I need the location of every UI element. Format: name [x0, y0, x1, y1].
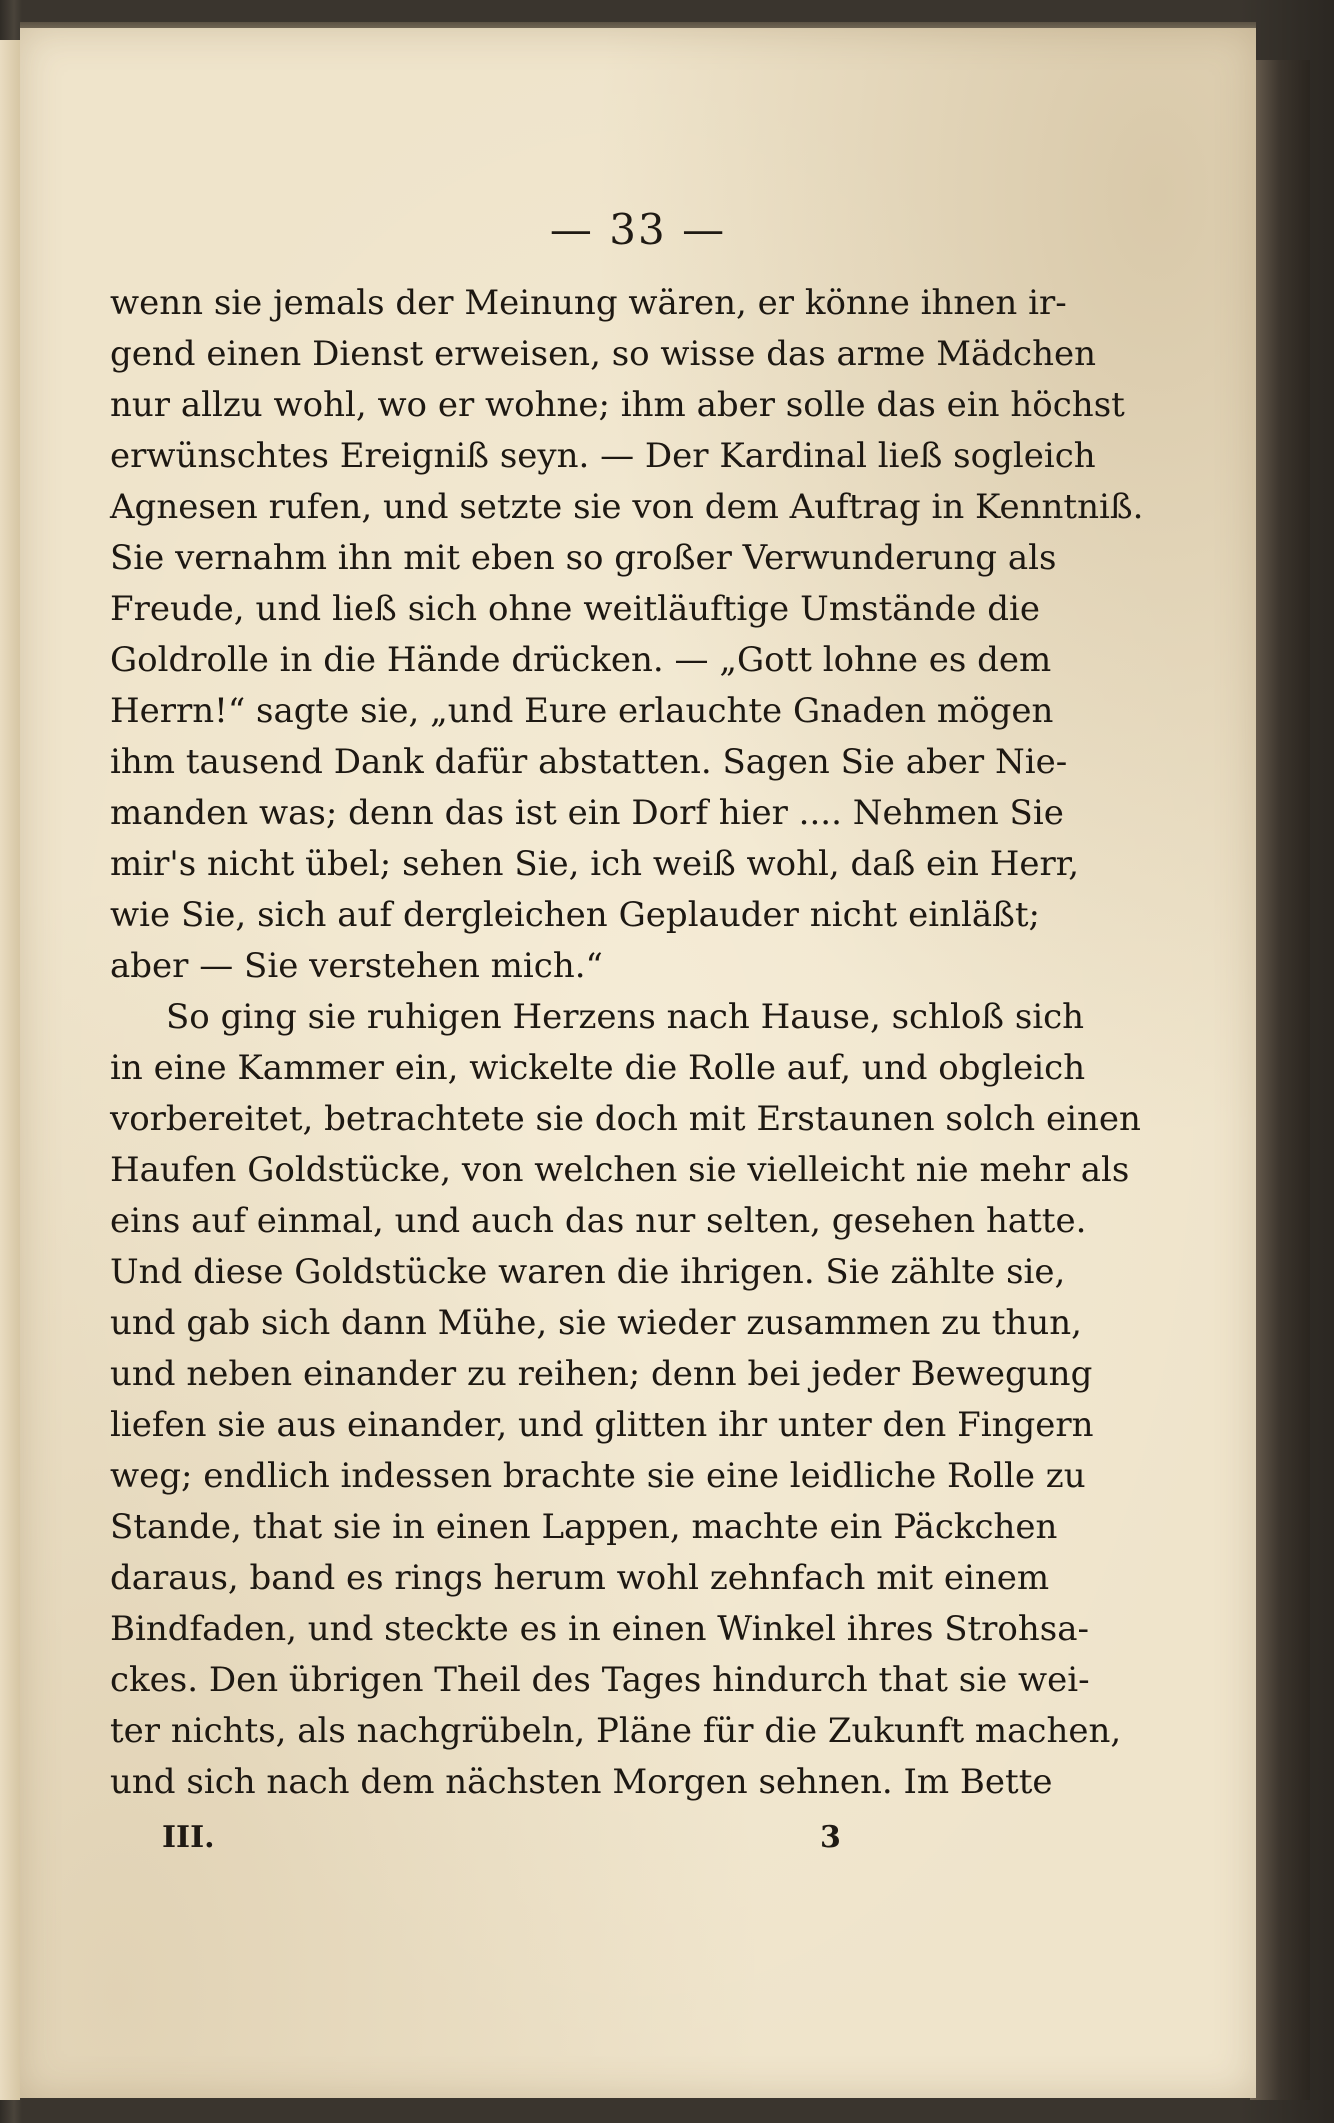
- text-line: So ging sie ruhigen Herzens nach Hause, schloß sich: [166, 997, 1085, 1037]
- body-text: [110, 278, 1144, 1808]
- text-line: Bindfaden, und steckte es in einen Winkel ihres Strohsa-: [110, 1609, 1089, 1649]
- text-line: Goldrolle in die Hände drücken. — „Gott lohne es dem: [110, 640, 1052, 680]
- text-line: nur allzu wohl, wo er wohne; ihm aber solle das ein höchst: [110, 385, 1125, 425]
- text-line: mir's nicht übel; sehen Sie, ich weiß wohl, daß ein Herr,: [110, 844, 1080, 884]
- text-line: und sich nach dem nächsten Morgen sehnen. Im Bette: [110, 1762, 1053, 1802]
- text-line: vorbereitet, betrachtete sie doch mit Erstaunen solch einen: [110, 1099, 1141, 1139]
- text-line: Stande, that sie in einen Lappen, machte ein Päckchen: [110, 1507, 1058, 1547]
- paragraph: [110, 278, 1144, 992]
- text-line: Freude, und ließ sich ohne weitläuftige Umstände die: [110, 589, 1040, 629]
- text-line: liefen sie aus einander, und glitten ihr unter den Fingern: [110, 1405, 1094, 1445]
- text-line: aber — Sie verstehen mich.“: [110, 946, 603, 986]
- text-line: und gab sich dann Mühe, sie wieder zusammen zu thun,: [110, 1303, 1082, 1343]
- facing-page-edge: [0, 40, 20, 2100]
- text-line: ihm tausend Dank dafür abstatten. Sagen Sie aber Nie-: [110, 742, 1068, 782]
- paragraph: [110, 992, 1141, 1808]
- text-line: Herrn!“ sagte sie, „und Eure erlauchte Gnaden mögen: [110, 691, 1054, 731]
- text-line: und neben einander zu reihen; denn bei jeder Bewegung: [110, 1354, 1093, 1394]
- text-line: Haufen Goldstücke, von welchen sie vielleicht nie mehr als: [110, 1150, 1130, 1190]
- text-line: eins auf einmal, und auch das nur selten, gesehen hatte.: [110, 1201, 1087, 1241]
- text-line: ter nichts, als nachgrübeln, Pläne für die Zukunft machen,: [110, 1711, 1122, 1751]
- text-line: weg; endlich indessen brachte sie eine leidliche Rolle zu: [110, 1456, 1086, 1496]
- text-line: Sie vernahm ihn mit eben so großer Verwunderung als: [110, 538, 1057, 578]
- book-spine-edge: [1250, 60, 1310, 2100]
- page-number-header: — 33 —: [549, 205, 727, 254]
- text-line: daraus, band es rings herum wohl zehnfach mit einem: [110, 1558, 1050, 1598]
- text-line: ckes. Den übrigen Theil des Tages hindurch that sie wei-: [110, 1660, 1090, 1700]
- text-line: gend einen Dienst erweisen, so wisse das arme Mädchen: [110, 334, 1097, 374]
- gathering-number: 3: [820, 1820, 841, 1855]
- text-line: erwünschtes Ereigniß seyn. — Der Kardinal ließ sogleich: [110, 436, 1096, 476]
- text-line: Agnesen rufen, und setzte sie von dem Auftrag in Kenntniß.: [110, 487, 1144, 527]
- text-line: in eine Kammer ein, wickelte die Rolle auf, und obgleich: [110, 1048, 1086, 1088]
- text-line: Und diese Goldstücke waren die ihrigen. Sie zählte sie,: [110, 1252, 1066, 1292]
- signature-mark: III.: [162, 1820, 215, 1855]
- text-line: wie Sie, sich auf dergleichen Geplauder nicht einläßt;: [110, 895, 1040, 935]
- text-line: manden was; denn das ist ein Dorf hier .... Nehmen Sie: [110, 793, 1064, 833]
- text-line: wenn sie jemals der Meinung wären, er könne ihnen ir-: [110, 283, 1067, 323]
